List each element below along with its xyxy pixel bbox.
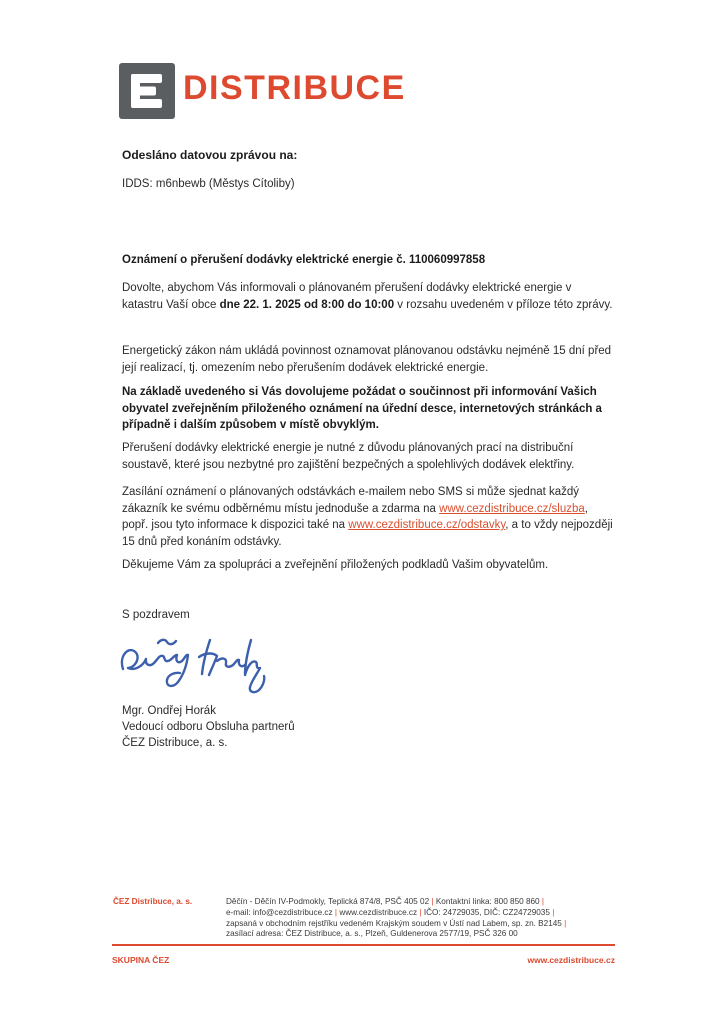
signer-role: Vedoucí odboru Obsluha partnerů [122, 721, 295, 733]
paragraph-5-text-end: , a to vždy nejpozději 15 dnů před konáním odstávky. [122, 519, 613, 548]
link-sluzba[interactable]: www.cezdistribuce.cz/sluzba [439, 502, 585, 515]
paragraph-3: Na základě uvedeného si Vás dovolujeme požádat o součinnost při informování Vašich obyvatel zveřejněním přiloženého oznámení na úřední desce, internetových stránkách a případně i dalším způsobem v místě obvyklým. [122, 386, 602, 431]
footer-ico-dic: IČO: 24729035, DIČ: CZ24729035 [423, 907, 550, 917]
pipe-separator: | [541, 897, 545, 906]
footer-website[interactable]: www.cezdistribuce.cz [527, 955, 615, 965]
pipe-separator: | [334, 907, 338, 917]
footer-company-label: ČEZ Distribuce, a. s. [113, 897, 193, 906]
signer-company: ČEZ Distribuce, a. s. [122, 737, 228, 749]
footer-web: www.cezdistribuce.cz [339, 907, 418, 917]
paragraph-1-text-end: v rozsahu uvedeném v příloze této zprávy. [394, 298, 613, 311]
footer-divider-rule [112, 944, 615, 946]
footer-info-line-1 [226, 897, 618, 908]
handwritten-signature-image [114, 628, 299, 704]
closing-salutation: S pozdravem [122, 609, 190, 621]
paragraph-5-text-mid: , popř. jsou tyto informace k dispozici také na [122, 502, 588, 531]
letter-title: Oznámení o přerušení dodávky elektrické energie č. 110060997858 [122, 254, 486, 266]
footer-registry: zapsaná v obchodním rejstříku vedeném Krajským soudem v Ústí nad Labem, sp. zn. B2145 [226, 918, 562, 928]
footer-info-line-2 [226, 908, 618, 919]
pipe-separator: | [552, 907, 555, 917]
brand-wordmark: DISTRIBUCE [183, 69, 406, 107]
recipient-line: IDDS: m6nbewb (Městys Cítoliby) [122, 178, 295, 190]
paragraph-5 [122, 484, 614, 550]
pipe-separator: | [564, 918, 567, 928]
pipe-separator: | [419, 907, 422, 917]
cez-logo-icon [118, 62, 176, 120]
paragraph-6: Děkujeme Vám za spolupráci a zveřejnění přiložených podkladů Vašim obyvatelům. [122, 559, 549, 571]
footer-info-block [226, 897, 618, 940]
footer-info-line-4 [226, 929, 618, 940]
footer-address: Děčín - Děčín IV-Podmokly, Teplická 874/8, PSČ 405 02 [226, 897, 430, 906]
signer-name: Mgr. Ondřej Horák [122, 705, 216, 717]
link-odstavky[interactable]: www.cezdistribuce.cz/odstavky [348, 519, 506, 531]
footer-mailing-address: zasílací adresa: ČEZ Distribuce, a. s., Plzeň, Guldenerova 2577/19, PSČ 326 00 [226, 929, 518, 939]
sent-via-label: Odesláno datovou zprávou na: [122, 148, 298, 162]
paragraph-2: Energetický zákon nám ukládá povinnost oznamovat plánovanou odstávku nejméně 15 dní před její realizací, tj. omezením nebo přerušením dodávek elektrické energie. [122, 345, 612, 374]
signer-block [122, 703, 614, 751]
outage-date-bold: dne 22. 1. 2025 od 8:00 do 10:00 [219, 298, 395, 311]
paragraph-1 [122, 280, 614, 313]
paragraph-5-text: Zasílání oznámení o plánovaných odstávkách e-mailem nebo SMS si může sjednat každý zákazník ke svému odběrnému místu jednoduše a zdarma na [122, 486, 580, 515]
paragraph-1-text: Dovolte, abychom Vás informovali o plánovaném přerušení dodávky elektrické energie v katastru Vaší obce [122, 282, 572, 311]
footer-contact-line: Kontaktní linka: 800 850 860 [435, 897, 540, 906]
footer-email: e-mail: info@cezdistribuce.cz [226, 907, 333, 917]
paragraph-4: Přerušení dodávky elektrické energie je nutné z důvodu plánovaných prací na distribuční soustavě, které jsou nezbytné pro zajištění bezpečných a spolehlivých dodávek elektřiny. [122, 442, 575, 471]
footer-info-line-3 [226, 919, 618, 930]
footer-bottom-row [112, 955, 615, 965]
footer-group-label: SKUPINA ČEZ [112, 955, 170, 965]
pipe-separator: | [431, 897, 434, 906]
